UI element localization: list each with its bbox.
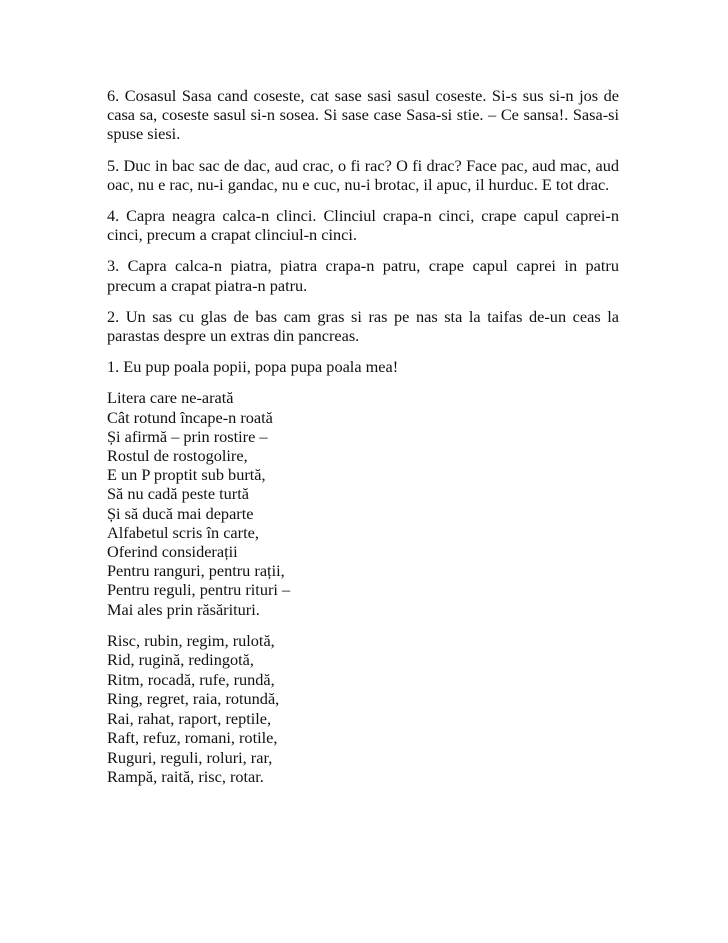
poem-line: Să nu cadă peste turtă xyxy=(107,484,249,504)
word-list-line: Raft, refuz, romani, rotile, xyxy=(107,728,278,748)
poem-line: Și să ducă mai departe xyxy=(107,503,254,523)
poem-line: Și afirmă – prin rostire – xyxy=(107,426,268,446)
poem-line: Alfabetul scris în carte, xyxy=(107,522,259,542)
word-list-line: Rid, rugină, redingotă, xyxy=(107,650,254,670)
poem-line: E un P proptit sub burtă, xyxy=(107,465,266,485)
word-list-line: Ruguri, reguli, roluri, rar, xyxy=(107,747,273,767)
paragraph-6: 6. Cosasul Sasa cand coseste, cat sase sasi sasul coseste. Si-s sus si-n jos de casa sa, coseste sasul si-n sosea. Si sase case Sasa-si stie. – Ce sansa!. Sasa-si spuse siesi. xyxy=(107,86,619,144)
paragraph-1: 1. Eu pup poala popii, popa pupa poala mea! xyxy=(107,357,399,377)
poem-line: Mai ales prin răsărituri. xyxy=(107,599,260,619)
paragraph-5: 5. Duc in bac sac de dac, aud crac, o fi rac? O fi drac? Face pac, aud mac, aud oac, nu e rac, nu-i gandac, nu e cuc, nu-i brotac, il apuc, il hurduc. E tot drac. xyxy=(107,155,619,194)
word-list-line: Rampă, raită, risc, rotar. xyxy=(107,767,264,787)
word-list-line: Ring, regret, raia, rotundă, xyxy=(107,689,280,709)
document-page xyxy=(107,86,619,799)
poem-line: Litera care ne-arată xyxy=(107,388,234,408)
paragraph-4: 4. Capra neagra calca-n clinci. Clinciul crapa-n cinci, crape capul caprei-n cinci, precum a crapat clinciul-n cinci. xyxy=(107,206,619,245)
paragraph-3: 3. Capra calca-n piatra, piatra crapa-n patru, crape capul caprei in patru precum a crapat piatra-n patru. xyxy=(107,256,619,295)
poem xyxy=(107,388,619,618)
poem-line: Rostul de rostogolire, xyxy=(107,446,248,465)
paragraph-2: 2. Un sas cu glas de bas cam gras si ras pe nas sta la taifas de-un ceas la parastas despre un extras din pancreas. xyxy=(107,306,619,346)
poem-line: Pentru ranguri, pentru rații, xyxy=(107,561,285,581)
word-list-line: Ritm, rocadă, rufe, rundă, xyxy=(107,669,275,689)
poem-line: Oferind considerații xyxy=(107,541,238,561)
poem-line: Pentru reguli, pentru rituri – xyxy=(107,580,291,600)
word-list-line: Rai, rahat, raport, reptile, xyxy=(107,708,272,728)
word-list-line: Risc, rubin, regim, rulotă, xyxy=(107,630,275,650)
word-list xyxy=(107,631,619,787)
poem-line: Cât rotund încape-n roată xyxy=(107,407,273,427)
